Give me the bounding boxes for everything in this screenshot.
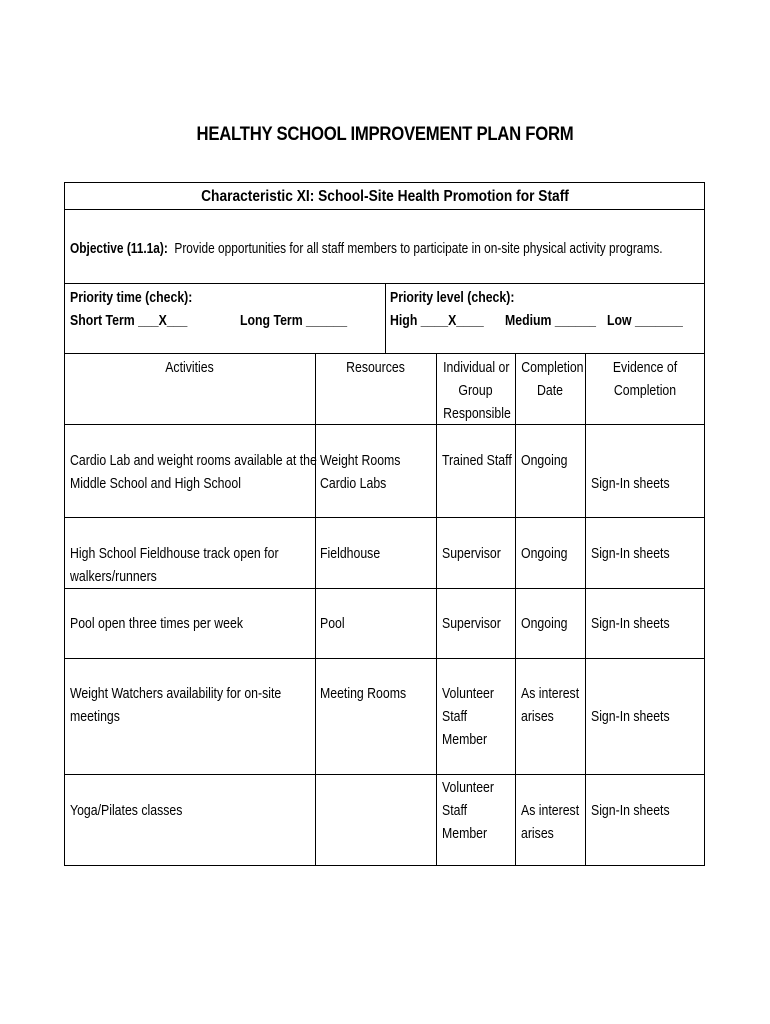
row4-responsible-l2: Staff: [442, 708, 468, 725]
col-header-resources: Resources: [346, 359, 405, 376]
row5-date-l1: As interest: [521, 802, 580, 819]
row1-activity: [70, 449, 317, 495]
row4-responsible: [442, 682, 494, 751]
row1-responsible: Trained Staff: [442, 452, 512, 469]
objective-text: Provide opportunities for all staff members to participate in on-site physical activity programs.: [174, 241, 663, 257]
row1-activity-l2: Middle School and High School: [70, 475, 241, 492]
row5-responsible: [442, 776, 494, 845]
row4-activity-l1: Weight Watchers availability for on-site: [70, 685, 282, 702]
col-header-responsible-l2: Group: [458, 382, 493, 399]
row4-date: [521, 682, 579, 728]
row1-date: Ongoing: [521, 452, 568, 469]
row3-date: Ongoing: [521, 615, 568, 632]
row5-responsible-l3: Member: [442, 825, 488, 842]
col-header-responsible-l1: Individual or: [443, 359, 510, 376]
row5-evidence: Sign-In sheets: [591, 802, 670, 819]
form-title: HEALTHY SCHOOL IMPROVEMENT PLAN FORM: [196, 124, 574, 145]
row3-responsible: Supervisor: [442, 615, 501, 632]
row4-evidence: Sign-In sheets: [591, 708, 670, 725]
divider-col-4: [585, 353, 586, 866]
short-term-field: Short Term ___X___: [70, 312, 188, 329]
rule-row-3: [64, 658, 705, 659]
objective-line: [70, 238, 663, 261]
row2-activity-l2: walkers/runners: [70, 568, 157, 585]
characteristic-heading: Characteristic XI: School-Site Health Promotion for Staff: [201, 188, 569, 205]
row1-resources: [320, 449, 400, 495]
rule-row-2: [64, 588, 705, 589]
priority-level-label: Priority level (check):: [390, 289, 515, 306]
row3-evidence: Sign-In sheets: [591, 615, 670, 632]
rule-header: [64, 424, 705, 425]
row5-date: [521, 799, 579, 845]
row2-responsible: Supervisor: [442, 545, 501, 562]
row2-evidence: Sign-In sheets: [591, 545, 670, 562]
rule-row-1: [64, 517, 705, 518]
row1-evidence: Sign-In sheets: [591, 475, 670, 492]
row5-date-l2: arises: [521, 825, 554, 842]
row4-activity-l2: meetings: [70, 708, 120, 725]
row4-activity: [70, 682, 281, 728]
priority-time-label: Priority time (check):: [70, 289, 193, 306]
divider-col-3: [515, 353, 516, 866]
row5-activity: Yoga/Pilates classes: [70, 802, 183, 819]
row2-activity: [70, 542, 279, 588]
row2-resources: Fieldhouse: [320, 545, 381, 562]
row2-date: Ongoing: [521, 545, 568, 562]
divider-priority: [385, 283, 386, 354]
col-header-completion-l1: Completion: [521, 359, 584, 376]
col-header-responsible: [443, 356, 511, 425]
col-header-evidence-l2: Completion: [613, 382, 677, 399]
rule-row-4: [64, 774, 705, 775]
long-term-field: Long Term ______: [240, 312, 348, 329]
row4-responsible-l1: Volunteer: [442, 685, 494, 702]
priority-low-field: Low _______: [607, 312, 683, 329]
row5-responsible-l2: Staff: [442, 802, 468, 819]
row4-responsible-l3: Member: [442, 731, 488, 748]
rule-characteristic: [64, 209, 705, 210]
col-header-completion: [521, 356, 584, 402]
col-header-activities: Activities: [165, 359, 214, 376]
row1-resources-l2: Cardio Labs: [320, 475, 387, 492]
priority-medium-field: Medium ______: [505, 312, 596, 329]
objective-label: Objective (11.1a):: [70, 241, 168, 257]
row5-responsible-l1: Volunteer: [442, 779, 494, 796]
col-header-evidence-l1: Evidence of: [612, 359, 678, 376]
row1-resources-l1: Weight Rooms: [320, 452, 401, 469]
row3-activity: Pool open three times per week: [70, 615, 243, 632]
row2-activity-l1: High School Fieldhouse track open for: [70, 545, 279, 562]
row4-date-l2: arises: [521, 708, 554, 725]
row4-date-l1: As interest: [521, 685, 580, 702]
row3-resources: Pool: [320, 615, 345, 632]
col-header-completion-l2: Date: [537, 382, 563, 399]
row1-activity-l1: Cardio Lab and weight rooms available at the: [70, 452, 317, 469]
priority-high-field: High ____X____: [390, 312, 484, 329]
divider-col-1: [315, 353, 316, 866]
divider-col-2: [436, 353, 437, 866]
row4-resources: Meeting Rooms: [320, 685, 407, 702]
col-header-evidence: [596, 356, 694, 402]
col-header-responsible-l3: Responsible: [443, 405, 511, 422]
